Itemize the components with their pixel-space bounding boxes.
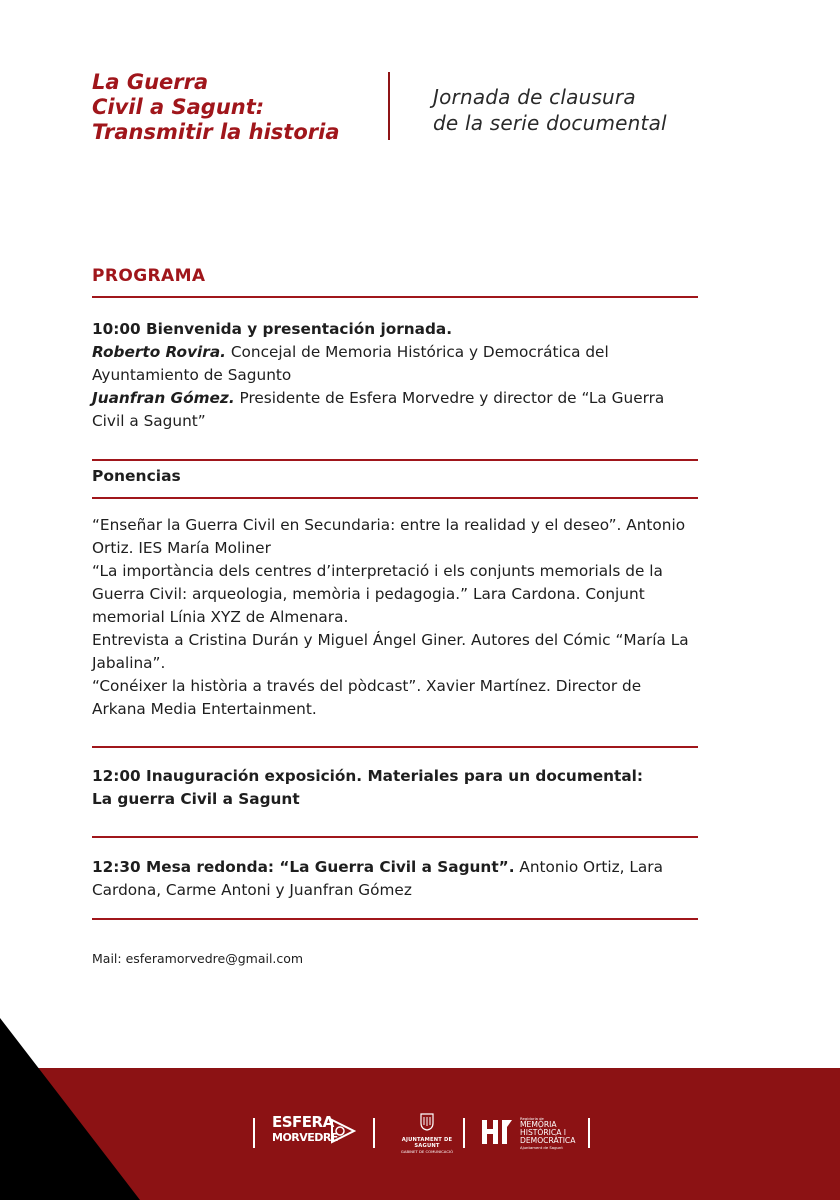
logo-separator <box>463 1118 465 1148</box>
logo-separator <box>373 1118 375 1148</box>
coat-of-arms-icon <box>420 1113 434 1131</box>
speaker-1-role: Concejal de Memoria Histórica y Democrática del Ayuntamiento de Sagunto <box>92 343 609 384</box>
esfera-morvedre-logo <box>272 1114 338 1146</box>
logo2-name: AJUNTAMENT DE SAGUNT <box>401 1137 453 1149</box>
subtitle-line-1: Jornada de clausura <box>433 85 636 109</box>
speaker-2-name: Juanfran Gómez. <box>92 389 235 407</box>
logo3-line2: HISTÒRICA I <box>520 1128 567 1137</box>
ponencias-list <box>92 514 698 721</box>
mesa-section <box>92 856 698 902</box>
logo3-line3: DEMOCRÀTICA <box>520 1136 576 1145</box>
logo-separator <box>253 1118 255 1148</box>
ponencia-item: “La importància dels centres d’interpretació i els conjunts memorials de la Guerra Civil: arqueologia, memòria i pedagogia.” Lara Cardona. Conjunt memorial Línia XYZ de Almenara. <box>92 562 663 626</box>
subtitle-line-2: de la serie documental <box>433 111 667 135</box>
logo-separator <box>588 1118 590 1148</box>
header-divider <box>388 72 390 140</box>
logo1-line1: ESFERA <box>272 1113 334 1131</box>
title-line-2: Civil a Sagunt: <box>92 95 265 119</box>
contact-mail: Mail: esferamorvedre@gmail.com <box>92 951 304 966</box>
divider-2 <box>92 459 698 461</box>
ajuntament-logo <box>392 1113 462 1154</box>
event-subtitle <box>433 84 763 136</box>
logo1-line2: MORVEDRE <box>272 1131 338 1144</box>
programa-heading: PROGRAMA <box>92 266 206 286</box>
ponencias-heading: Ponencias <box>92 467 181 485</box>
mesa-title: 12:30 Mesa redonda: “La Guerra Civil a Sagunt”. <box>92 858 515 876</box>
speaker-2-role: Presidente de Esfera Morvedre y director de “La Guerra Civil a Sagunt” <box>92 389 665 430</box>
welcome-title: 10:00 Bienvenida y presentación jornada. <box>92 320 453 338</box>
logo3-bottom: Ajuntament de Sagunt <box>520 1145 563 1150</box>
exposicion-line-1: 12:00 Inauguración exposición. Materiales para un documental: <box>92 767 644 785</box>
logo2-sub: GABINET DE COMUNICACIÓ <box>400 1149 454 1154</box>
memoria-logo-icon <box>480 1118 514 1146</box>
speaker-1-name: Roberto Rovira. <box>92 343 226 361</box>
ponencia-item: Entrevista a Cristina Durán y Miguel Ángel Giner. Autores del Cómic “María La Jabalina”. <box>92 631 689 672</box>
logo3-top: Regidoria de <box>520 1116 544 1121</box>
event-title <box>92 70 372 145</box>
logo3-line1: MEMÒRIA <box>520 1120 557 1129</box>
title-line-1: La Guerra <box>92 70 209 94</box>
ponencia-item: “Conéixer la història a través del pòdcast”. Xavier Martínez. Director de Arkana Media Entertainment. <box>92 677 642 718</box>
exposicion-line-2: La guerra Civil a Sagunt <box>92 790 300 808</box>
divider-4 <box>92 746 698 748</box>
footer-logos <box>0 1108 840 1158</box>
divider-1 <box>92 296 698 298</box>
ponencia-item: “Enseñar la Guerra Civil en Secundaria: entre la realidad y el deseo”. Antonio Ortiz. IES María Moliner <box>92 516 686 557</box>
divider-5 <box>92 836 698 838</box>
divider-6 <box>92 918 698 920</box>
play-camera-icon <box>330 1118 356 1144</box>
divider-3 <box>92 497 698 499</box>
welcome-speaker-2 <box>92 387 698 433</box>
memoria-logo-text <box>520 1116 575 1150</box>
exposicion-section <box>92 765 698 811</box>
welcome-section <box>92 318 698 433</box>
welcome-speaker-1 <box>92 341 698 387</box>
mesa-participants: Antonio Ortiz, Lara Cardona, Carme Antoni y Juanfran Gómez <box>92 858 663 899</box>
title-line-3: Transmitir la historia <box>92 120 340 144</box>
